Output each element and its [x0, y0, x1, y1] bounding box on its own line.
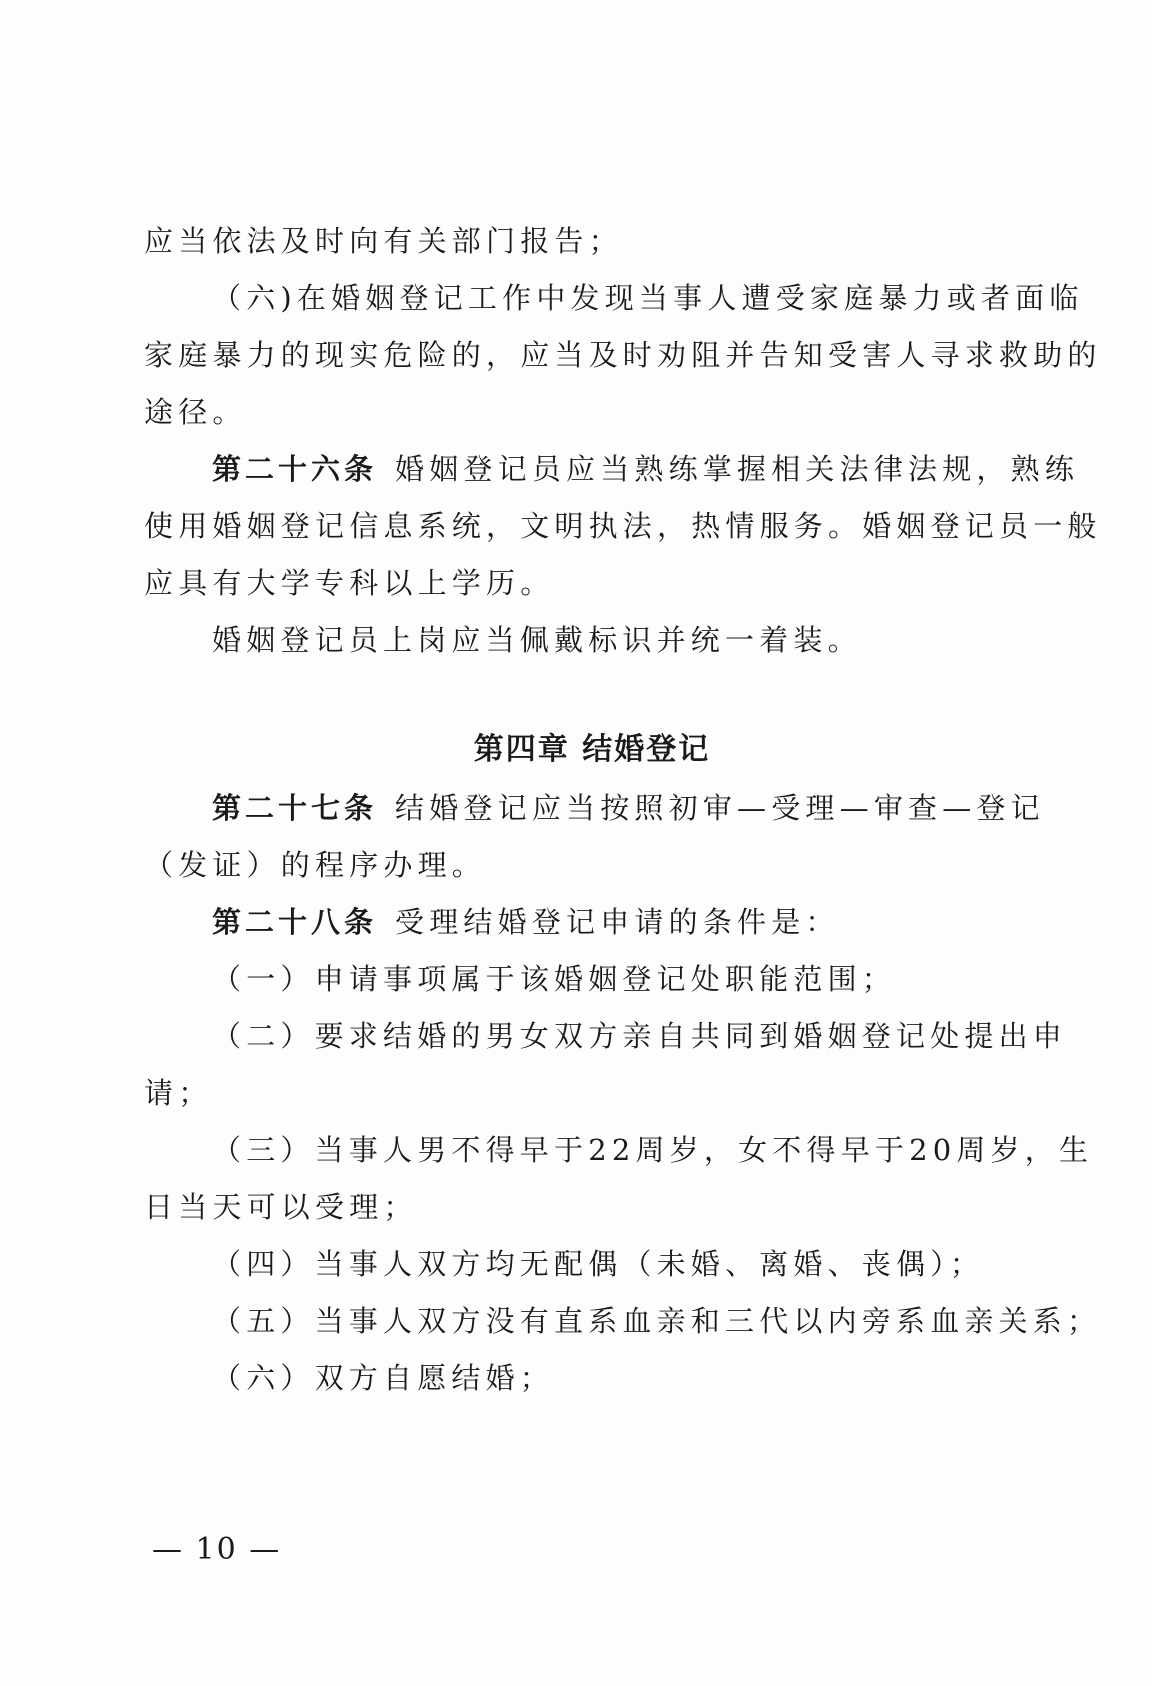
text-line: （发证）的程序办理。: [144, 848, 487, 882]
article-28-line-1: [212, 902, 840, 942]
list-item: （五）当事人双方没有直系血亲和三代以内旁系血亲关系；: [212, 1304, 1102, 1338]
article-text: 受理结婚登记申请的条件是：: [395, 905, 840, 939]
text-line: 途径。: [144, 395, 247, 429]
article-number: 第二十八条: [212, 905, 378, 939]
text-line: 应具有大学专科以上学历。: [144, 566, 555, 600]
list-item: （四）当事人双方均无配偶（未婚、离婚、丧偶）；: [212, 1247, 985, 1281]
article-27-line-1: [212, 788, 1045, 828]
article-text: 结婚登记应当按照初审—受理—审查—登记: [395, 791, 1045, 825]
text-line: 日当天可以受理；: [144, 1190, 418, 1224]
article-26-line-1: [212, 449, 1079, 489]
chapter-heading: 第四章 结婚登记: [473, 732, 711, 767]
text-line: 家庭暴力的现实危险的，应当及时劝阻并告知受害人寻求救助的: [144, 338, 1102, 372]
text-line: （六)在婚姻登记工作中发现当事人遭受家庭暴力或者面临: [212, 281, 1084, 315]
text-line: 请；: [144, 1076, 213, 1110]
list-item: （二）要求结婚的男女双方亲自共同到婚姻登记处提出申: [212, 1019, 1068, 1053]
list-item: （一）申请事项属于该婚姻登记处职能范围；: [212, 962, 897, 996]
list-item: （六）双方自愿结婚；: [212, 1361, 555, 1395]
article-number: 第二十七条: [212, 791, 378, 825]
article-number: 第二十六条: [212, 452, 378, 486]
page-number: — 10 —: [152, 1532, 282, 1567]
text-line: 婚姻登记员上岗应当佩戴标识并统一着装。: [212, 623, 862, 657]
list-item: （三）当事人男不得早于22周岁，女不得早于20周岁，生: [212, 1133, 1094, 1167]
article-text: 婚姻登记员应当熟练掌握相关法律法规，熟练: [395, 452, 1080, 486]
text-line: 使用婚姻登记信息系统，文明执法，热情服务。婚姻登记员一般: [144, 509, 1102, 543]
text-line: 应当依法及时向有关部门报告；: [144, 224, 623, 258]
